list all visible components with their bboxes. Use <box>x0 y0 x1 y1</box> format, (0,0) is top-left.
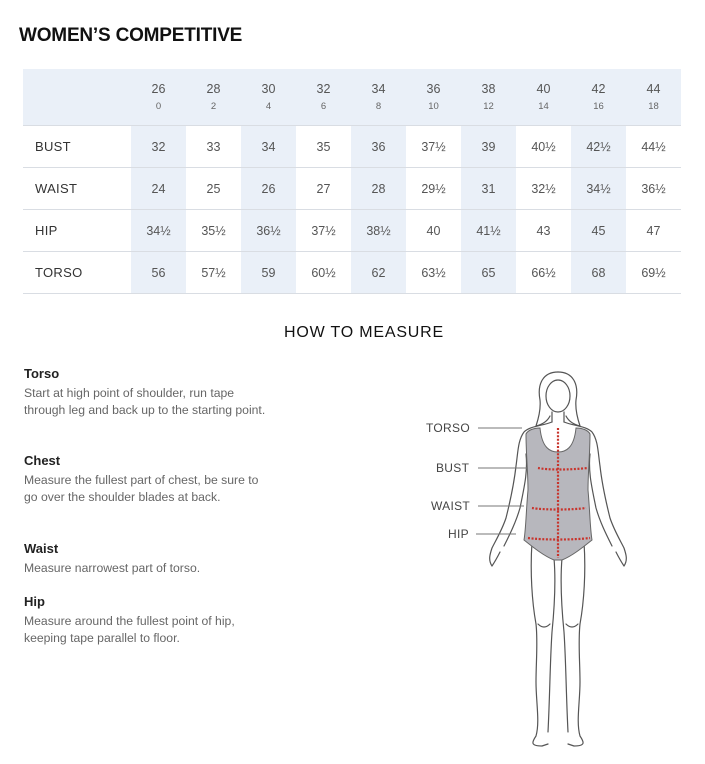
measurement-cell: 25 <box>206 181 221 196</box>
uk-size: 18 <box>648 101 659 112</box>
measurement-cell: 45 <box>571 210 626 251</box>
measurement-cell: 56 <box>131 252 186 293</box>
instruction-text: Measure narrowest part of torso. <box>24 561 201 575</box>
size-header-cell <box>461 69 516 125</box>
measurement-cell: 34½ <box>131 210 186 251</box>
measurement-cell: 40 <box>426 223 441 238</box>
measurement-cell: 44½ <box>641 139 666 154</box>
measurement-cell: 68 <box>571 252 626 293</box>
measurement-cell: 62 <box>351 252 406 293</box>
measurement-cell: 33 <box>206 139 221 154</box>
measurement-cell: 36½ <box>641 181 666 196</box>
figure-label-hip: HIP <box>448 527 469 541</box>
uk-size: 10 <box>428 101 439 112</box>
measurement-cell: 47 <box>646 223 661 238</box>
measurement-cell: 57½ <box>201 265 226 280</box>
measurement-cell: 28 <box>351 168 406 209</box>
measurement-cell: 34 <box>241 126 296 167</box>
instruction-title: Waist <box>24 541 59 556</box>
row-label: TORSO <box>35 265 83 280</box>
measurement-cell: 24 <box>131 168 186 209</box>
measurement-cell: 42½ <box>571 126 626 167</box>
measurement-cell: 35 <box>316 139 331 154</box>
instruction-text: Measure around the fullest point of hip, keeping tape parallel to floor. <box>24 614 235 645</box>
measurement-cell: 29½ <box>421 181 446 196</box>
figure-label-waist: WAIST <box>431 499 471 513</box>
instruction-text: Measure the fullest part of chest, be sure to go over the shoulder blades at back. <box>24 473 259 504</box>
measurement-cell: 60½ <box>311 265 336 280</box>
instruction-waist <box>24 541 274 577</box>
instruction-hip <box>24 594 274 647</box>
row-label: HIP <box>35 223 58 238</box>
us-size: 36 <box>426 82 441 96</box>
measurement-cell: 59 <box>241 252 296 293</box>
measurement-cell: 31 <box>461 168 516 209</box>
size-header-row <box>23 69 681 126</box>
instruction-text: Start at high point of shoulder, run tape through leg and back up to the starting point. <box>24 386 266 417</box>
measurement-cell: 35½ <box>201 223 226 238</box>
us-size: 30 <box>261 82 276 96</box>
measurement-cell: 38½ <box>351 210 406 251</box>
uk-size: 4 <box>265 101 272 112</box>
measurement-cell: 41½ <box>461 210 516 251</box>
size-header-cell <box>131 69 186 125</box>
how-to-measure-heading: HOW TO MEASURE <box>284 324 444 341</box>
size-header-cell <box>626 69 681 125</box>
measurement-cell: 37½ <box>421 139 446 154</box>
measurement-cell: 63½ <box>421 265 446 280</box>
measurement-cell: 39 <box>461 126 516 167</box>
size-header-cell <box>516 69 571 125</box>
measurement-cell: 34½ <box>571 168 626 209</box>
table-row <box>23 168 681 210</box>
size-header-cell <box>296 69 351 125</box>
us-size: 28 <box>206 82 221 96</box>
instruction-title: Torso <box>24 366 60 381</box>
uk-size: 14 <box>538 101 549 112</box>
measurement-cell: 66½ <box>531 265 556 280</box>
instruction-chest <box>24 453 274 506</box>
uk-size: 16 <box>593 101 604 112</box>
uk-size: 8 <box>375 101 382 112</box>
header-label-cell <box>23 69 131 125</box>
measurement-cell: 26 <box>241 168 296 209</box>
uk-size: 6 <box>320 101 327 112</box>
uk-size: 0 <box>155 101 162 112</box>
measurement-cell: 32 <box>131 126 186 167</box>
page-title: WOMEN’S COMPETITIVE <box>19 25 243 46</box>
size-chart-table <box>23 69 681 294</box>
uk-size: 2 <box>210 101 217 112</box>
instruction-torso <box>24 366 274 419</box>
table-row <box>23 210 681 252</box>
uk-size: 12 <box>483 101 494 112</box>
us-size: 40 <box>536 82 551 96</box>
measurement-cell: 40½ <box>531 139 556 154</box>
measurement-cell: 43 <box>536 223 551 238</box>
us-size: 38 <box>481 82 496 96</box>
us-size: 42 <box>591 82 606 96</box>
figure-label-torso: TORSO <box>426 421 470 435</box>
us-size: 26 <box>151 82 166 96</box>
row-label: WAIST <box>35 181 78 196</box>
measurement-cell: 69½ <box>641 265 666 280</box>
measurement-cell: 36½ <box>241 210 296 251</box>
size-header-cell <box>186 69 241 125</box>
size-header-cell <box>406 69 461 125</box>
us-size: 34 <box>371 82 386 96</box>
table-row <box>23 126 681 168</box>
measurement-cell: 37½ <box>311 223 336 238</box>
measurement-cell: 27 <box>316 181 331 196</box>
instruction-title: Hip <box>24 594 45 609</box>
instruction-title: Chest <box>24 453 61 468</box>
size-header-cell <box>241 69 296 125</box>
us-size: 44 <box>646 82 661 96</box>
us-size: 32 <box>316 82 331 96</box>
size-header-cell <box>351 69 406 125</box>
size-header-cell <box>571 69 626 125</box>
figure-label-bust: BUST <box>436 461 470 475</box>
table-row <box>23 252 681 294</box>
measurement-cell: 32½ <box>531 181 556 196</box>
measurement-cell: 36 <box>351 126 406 167</box>
measurement-cell: 65 <box>461 252 516 293</box>
body-measurement-figure <box>420 362 650 752</box>
row-label: BUST <box>35 139 71 154</box>
